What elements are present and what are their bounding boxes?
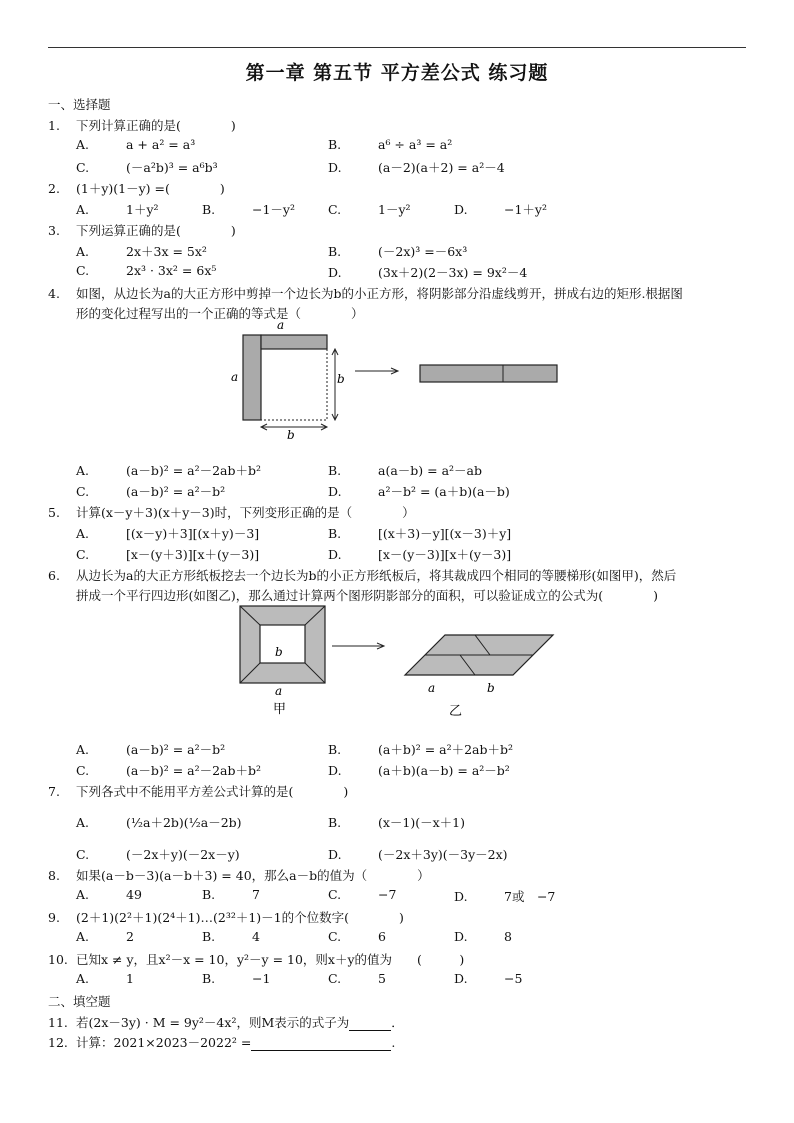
q3-option-a[interactable]: A. 2x＋3x = 5x²	[76, 244, 207, 259]
question-4-line2: 形的变化过程写出的一个正确的等式是（ ）	[76, 306, 364, 321]
q11-answer-blank[interactable]	[349, 1015, 391, 1031]
question-11: 11. 若(2x－3y) · M = 9y²－4x²，则M表示的式子为 ．	[48, 1015, 404, 1030]
question-7: 7. 下列各式中不能用平方差公式计算的是( )	[48, 784, 349, 799]
question-5: 5. 计算(x－y＋3)(x＋y－3)时，下列变形正确的是（ ）	[48, 505, 415, 520]
q4-label-a-top: a	[277, 318, 285, 332]
q10-option-b[interactable]: B. −1	[202, 971, 271, 986]
question-9: 9. (2＋1)(2²＋1)(2⁴＋1)…(2³²＋1)－1的个位数字( )	[48, 910, 404, 925]
q10-option-d[interactable]: D. −5	[454, 971, 523, 986]
question-6-line2: 拼成一个平行四边形(如图乙)，那么通过计算两个图形阴影部分的面积，可以验证成立的公式为( )	[76, 588, 659, 603]
section-choice: 一、选择题	[48, 97, 111, 112]
question-10: 10. 已知x ≠ y，且x²－x = 10，y²－y = 10，则x＋y的值为 ( )	[48, 952, 465, 967]
q3-option-b[interactable]: B. (－2x)³ =－6x³	[328, 244, 468, 259]
q6-option-c[interactable]: C. (a－b)² = a²－2ab＋b²	[76, 763, 262, 778]
q4-option-c[interactable]: C. (a－b)² = a²－b²	[76, 484, 226, 499]
q8-option-d[interactable]: D. 7或 −7	[454, 889, 556, 904]
q5-option-d[interactable]: D. [x－(y－3)][x＋(y－3)]	[328, 547, 512, 562]
q9-option-c[interactable]: C. 6	[328, 929, 386, 944]
q4-option-b[interactable]: B. a(a－b) = a²－ab	[328, 463, 482, 478]
q4-figure	[225, 315, 565, 440]
q12-answer-blank[interactable]	[251, 1035, 391, 1051]
q6-label-b-inner: b	[275, 645, 283, 659]
q5-option-c[interactable]: C. [x－(y＋3)][x＋(y－3)]	[76, 547, 260, 562]
q2-option-b[interactable]: B. −1－y²	[202, 202, 295, 217]
q6-figure	[235, 603, 565, 721]
q2-option-d[interactable]: D. −1＋y²	[454, 202, 547, 217]
q6-label-b2: b	[487, 681, 495, 695]
q4-top-strip	[261, 335, 327, 349]
q4-left-strip	[243, 335, 261, 420]
q1-option-c[interactable]: C. (－a²b)³ = a⁶b³	[76, 160, 218, 175]
q8-option-a[interactable]: A. 49	[76, 887, 142, 902]
q1-option-a[interactable]: A. a + a² = a³	[76, 137, 196, 152]
q9-option-a[interactable]: A. 2	[76, 929, 134, 944]
q6-label-a2: a	[428, 681, 436, 695]
question-12: 12. 计算：2021×2023－2022² = .	[48, 1035, 396, 1050]
q2-option-a[interactable]: A. 1＋y²	[76, 202, 159, 217]
q6-option-a[interactable]: A. (a－b)² = a²－b²	[76, 742, 226, 757]
question-3: 3. 下列运算正确的是( )	[48, 223, 236, 238]
q4-label-b-bottom: b	[287, 428, 295, 440]
question-2: 2. (1＋y)(1－y) =( )	[48, 181, 225, 196]
page-title: 第一章 第五节 平方差公式 练习题	[245, 62, 549, 84]
q7-option-b[interactable]: B. (x－1)(－x＋1)	[328, 815, 466, 830]
q4-label-a-left: a	[231, 370, 239, 384]
q6-label-jia: 甲	[273, 702, 287, 717]
q1-option-d[interactable]: D. (a－2)(a＋2) = a²－4	[328, 160, 505, 175]
q5-option-b[interactable]: B. [(x＋3)－y][(x－3)＋y]	[328, 526, 512, 541]
q10-option-a[interactable]: A. 1	[76, 971, 134, 986]
header-rule	[48, 47, 746, 48]
q7-option-c[interactable]: C. (－2x＋y)(－2x－y)	[76, 847, 240, 862]
q9-option-b[interactable]: B. 4	[202, 929, 260, 944]
q4-dashed-square	[261, 349, 327, 420]
q4-result-rectangle	[420, 365, 557, 382]
q3-option-d[interactable]: D. (3x＋2)(2－3x) = 9x²－4	[328, 265, 528, 280]
question-1: 1. 下列计算正确的是( )	[48, 118, 236, 133]
q6-option-b[interactable]: B. (a＋b)² = a²＋2ab＋b²	[328, 742, 514, 757]
q8-option-c[interactable]: C. −7	[328, 887, 397, 902]
q6-option-d[interactable]: D. (a＋b)(a－b) = a²－b²	[328, 763, 510, 778]
q6-label-a-below: a	[275, 684, 283, 698]
q4-option-d[interactable]: D. a²－b² = (a＋b)(a－b)	[328, 484, 510, 499]
question-6: 6. 从边长为a的大正方形纸板挖去一个边长为b的小正方形纸板后，将其裁成四个相同的等腰梯形(如图甲)，然后	[48, 568, 677, 583]
q5-option-a[interactable]: A. [(x－y)＋3][(x＋y)－3]	[76, 526, 260, 541]
q8-option-b[interactable]: B. 7	[202, 887, 260, 902]
q4-label-b-right: b	[337, 372, 345, 386]
q3-option-c[interactable]: C. 2x³ · 3x² = 6x⁵	[76, 263, 217, 278]
q7-option-d[interactable]: D. (－2x＋3y)(－3y－2x)	[328, 847, 508, 862]
q4-option-a[interactable]: A. (a－b)² = a²－2ab＋b²	[76, 463, 262, 478]
question-8: 8. 如果(a－b－3)(a－b＋3) = 40，那么a－b的值为（ ）	[48, 868, 430, 883]
q6-label-yi: 乙	[449, 704, 463, 719]
q9-option-d[interactable]: D. 8	[454, 929, 512, 944]
q1-option-b[interactable]: B. a⁶ ÷ a³ = a²	[328, 137, 453, 152]
q7-option-a[interactable]: A. (½a＋2b)(½a－2b)	[76, 815, 242, 830]
section-fill: 二、填空题	[48, 994, 111, 1009]
q10-option-c[interactable]: C. 5	[328, 971, 386, 986]
q2-option-c[interactable]: C. 1－y²	[328, 202, 411, 217]
question-4: 4. 如图，从边长为a的大正方形中剪掉一个边长为b的小正方形，将阴影部分沿虚线剪开，拼成右边的矩形.根据图	[48, 286, 683, 301]
